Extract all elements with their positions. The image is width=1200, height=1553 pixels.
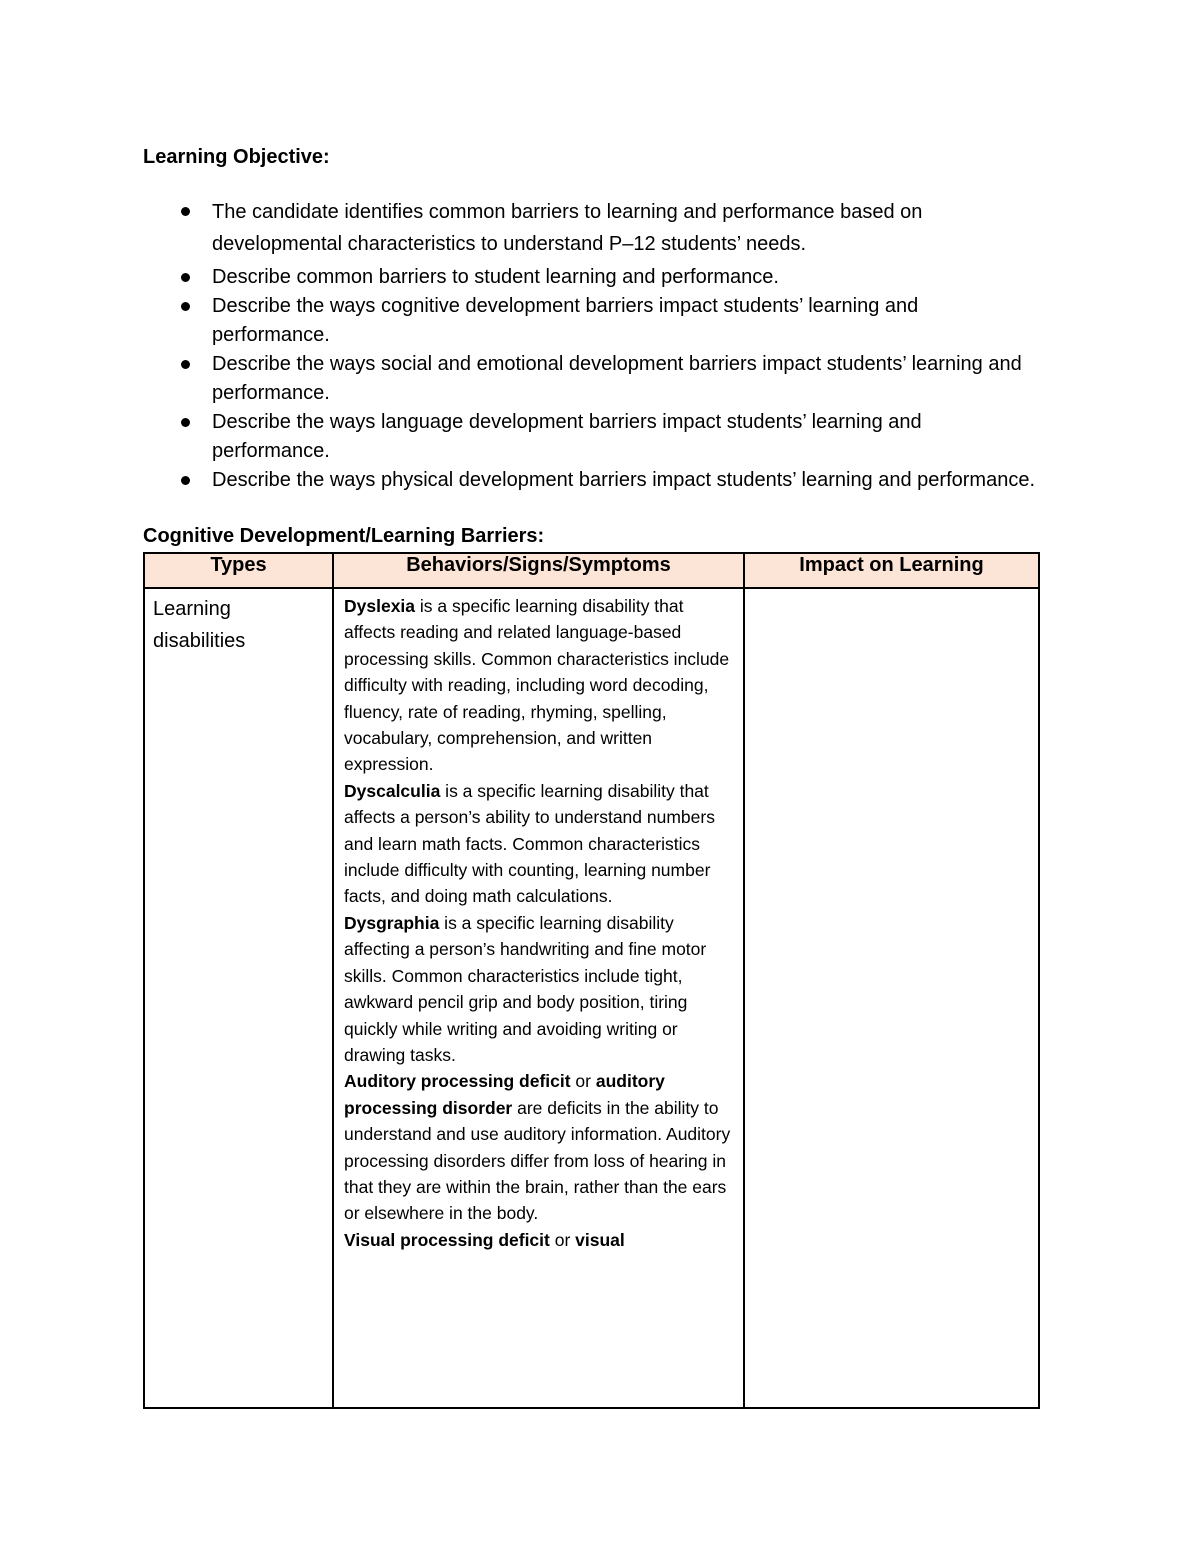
bullet-icon xyxy=(181,418,190,427)
dysgraphia-entry: Dysgraphia is a specific learning disability affecting a person’s handwriting and fine motor skills. Common characteristics include tight, awkward pencil grip and body position, tiring quickly while writing and avoiding writing or drawing tasks. xyxy=(344,912,707,1065)
type-cell: Learning disabilities xyxy=(144,588,333,1408)
objective-item: Describe the ways social and emotional development barriers impact students’ learning and performance. xyxy=(143,350,1038,408)
cognitive-barriers-heading: Cognitive Development/Learning Barriers: xyxy=(143,525,545,547)
learning-objective-heading: Learning Objective: xyxy=(143,146,330,168)
bullet-icon xyxy=(181,273,190,282)
column-header-behaviors: Behaviors/Signs/Symptoms xyxy=(333,553,744,588)
dyslexia-entry: Dyslexia is a specific learning disability that affects reading and related language-based processing skills. Common characteristics include difficulty with reading, including word decoding, fluency, rate of reading, rhyming, spelling, vocabulary, comprehension, and written expression. xyxy=(344,596,730,775)
dyscalculia-entry: Dyscalculia is a specific learning disability that affects a person’s ability to understand numbers and learn math facts. Common characteristics include difficulty with counting, learning number facts, and doing math calculations. xyxy=(344,780,715,907)
objective-item: Describe the ways physical development barriers impact students’ learning and performance. xyxy=(143,466,1038,495)
bullet-icon xyxy=(181,476,190,485)
behaviors-cell xyxy=(333,588,744,1408)
column-header-impact: Impact on Learning xyxy=(744,553,1039,588)
bullet-icon xyxy=(181,360,190,369)
objective-item: The candidate identifies common barriers to learning and performance based on developmental characteristics to understand P–12 students’ needs. xyxy=(143,196,1038,260)
objective-item: Describe the ways cognitive development barriers impact students’ learning and performance. xyxy=(143,292,1038,350)
objective-list xyxy=(143,196,1038,495)
table-header-row xyxy=(144,553,1039,588)
column-header-types: Types xyxy=(144,553,333,588)
bullet-icon xyxy=(181,302,190,311)
objective-item: Describe common barriers to student learning and performance. xyxy=(143,263,1038,292)
barriers-table xyxy=(143,552,1040,1409)
visual-processing-entry: Visual processing deficit or visual xyxy=(344,1229,625,1250)
bullet-icon xyxy=(181,207,190,216)
impact-cell xyxy=(744,588,1039,1408)
objective-item: Describe the ways language development barriers impact students’ learning and performance. xyxy=(143,408,1038,466)
auditory-processing-entry: Auditory processing deficit or auditory processing disorder are deficits in the ability to understand and use auditory information. Auditory processing disorders differ from loss of hearing in that they are within the brain, rather than the ears or elsewhere in the body. xyxy=(344,1071,731,1224)
table-row xyxy=(144,588,1039,1408)
